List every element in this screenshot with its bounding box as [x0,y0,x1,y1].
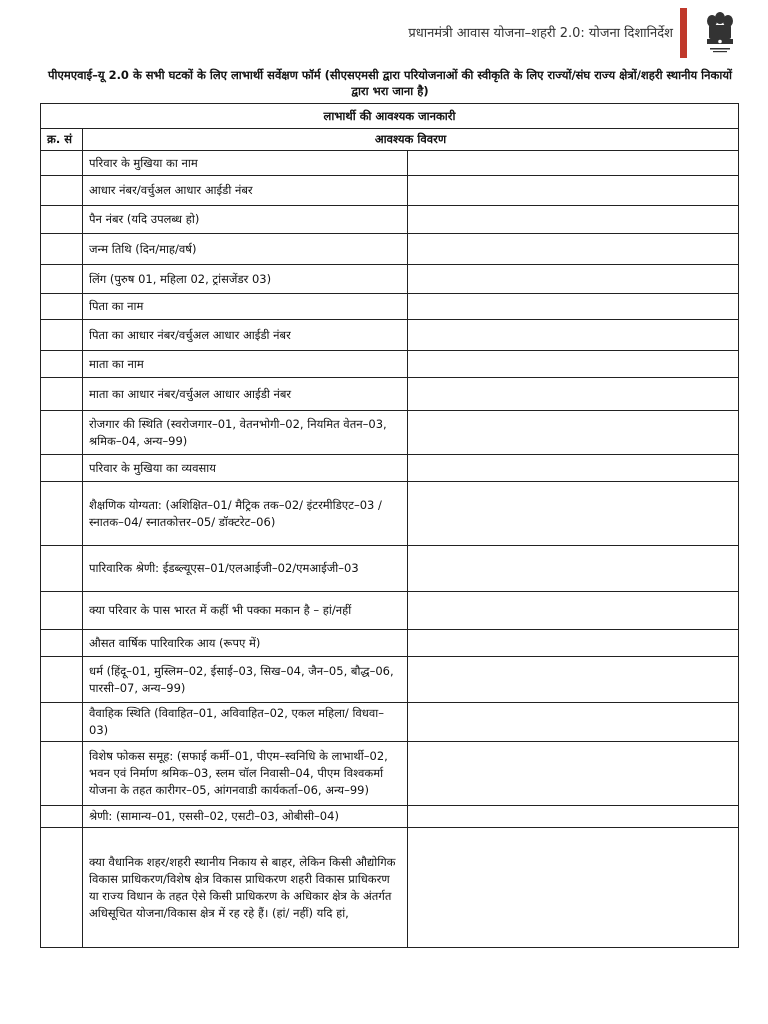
form-row [41,455,739,482]
section-title: लाभार्थी की आवश्यक जानकारी [41,104,739,129]
field-value-cell[interactable] [408,703,739,742]
field-label: माता का आधार नंबर/वर्चुअल आधार आईडी नंबर [83,378,408,411]
form-row [41,592,739,630]
field-label: रोजगार की स्थिति (स्वरोजगार–01, वेतनभोगी–02, नियमित वेतन–03, श्रमिक–04, अन्य–99) [83,411,408,455]
form-row [41,320,739,351]
field-value-cell[interactable] [408,546,739,592]
field-label: पिता का आधार नंबर/वर्चुअल आधार आईडी नंबर [83,320,408,351]
form-row [41,234,739,265]
field-value-cell[interactable] [408,657,739,703]
field-value-cell[interactable] [408,828,739,948]
serial-number-cell [41,592,83,630]
serial-number-cell [41,411,83,455]
form-row [41,151,739,176]
form-row [41,703,739,742]
field-label: परिवार के मुखिया का व्यवसाय [83,455,408,482]
serial-number-cell [41,742,83,806]
column-header-row [41,129,739,151]
serial-number-cell [41,828,83,948]
serial-number-cell [41,546,83,592]
field-value-cell[interactable] [408,806,739,828]
serial-number-cell [41,455,83,482]
form-row [41,742,739,806]
field-value-cell[interactable] [408,378,739,411]
serial-number-cell [41,320,83,351]
field-label: परिवार के मुखिया का नाम [83,151,408,176]
serial-number-cell [41,630,83,657]
serial-number-cell [41,378,83,411]
field-value-cell[interactable] [408,351,739,378]
field-value-cell[interactable] [408,320,739,351]
form-row [41,482,739,546]
form-row [41,351,739,378]
form-title: पीएमएवाई–यू 2.0 के सभी घटकों के लिए लाभार्थी सर्वेक्षण फॉर्म (सीएसएमसी द्वारा परियोजनाओं की स्वीकृति के लिए राज्यों/संघ राज्य क्षेत्रों/शहरी स्थानीय निकायों द्वारा भरा जाना है) [48,68,732,98]
form-row [41,546,739,592]
field-value-cell[interactable] [408,742,739,806]
field-label: श्रेणी: (सामान्य–01, एससी–02, एसटी–03, ओबीसी–04) [83,806,408,828]
field-label: पारिवारिक श्रेणी: ईडब्ल्यूएस–01/एलआईजी–02/एमआईजी–03 [83,546,408,592]
serial-number-cell [41,657,83,703]
section-header-row [41,104,739,129]
field-value-cell[interactable] [408,294,739,320]
required-details-header: आवश्यक विवरण [83,129,739,151]
form-row [41,294,739,320]
form-row [41,828,739,948]
serial-number-cell [41,806,83,828]
field-value-cell[interactable] [408,455,739,482]
form-row [41,378,739,411]
form-row [41,206,739,234]
national-emblem-icon [700,8,740,58]
field-value-cell[interactable] [408,411,739,455]
form-row [41,265,739,294]
field-value-cell[interactable] [408,592,739,630]
serial-number-cell [41,234,83,265]
form-row [41,657,739,703]
serial-number-cell [41,482,83,546]
field-value-cell[interactable] [408,206,739,234]
form-row [41,176,739,206]
field-value-cell[interactable] [408,630,739,657]
field-label: पैन नंबर (यदि उपलब्ध हो) [83,206,408,234]
field-label: क्या वैधानिक शहर/शहरी स्थानीय निकाय से बाहर, लेकिन किसी औद्योगिक विकास प्राधिकरण/विशेष क्षेत्र विकास प्राधिकरण शहरी विकास प्राधिकरण या राज्य विधान के तहत ऐसे किसी प्राधिकरण के अधिकार क्षेत्र के अंतर्गत अधिसूचित योजना/विकास क्षेत्र में रह रहे हैं। (हां/ नहीं) यदि हां, [83,828,408,948]
form-row [41,630,739,657]
field-value-cell[interactable] [408,265,739,294]
field-label: क्या परिवार के पास भारत में कहीं भी पक्का मकान है – हां/नहीं [83,592,408,630]
serial-number-cell [41,703,83,742]
field-label: विशेष फोकस समूह: (सफाई कर्मी–01, पीएम–स्वनिधि के लाभार्थी–02, भवन एवं निर्माण श्रमिक–03, स्लम चॉल निवासी–04, पीएम विश्वकर्मा योजना के तहत कारीगर–05, आंगनवाडी कार्यकर्ता–06, अन्य–99) [83,742,408,806]
serial-number-cell [41,294,83,320]
field-label: शैक्षणिक योग्यता: (अशिक्षित–01/ मैट्रिक तक–02/ इंटरमीडिएट–03 /स्नातक–04/ स्नातकोत्तर–05/ डॉक्टरेट–06) [83,482,408,546]
field-value-cell[interactable] [408,176,739,206]
field-label: धर्म (हिंदू–01, मुस्लिम–02, ईसाई–03, सिख–04, जैन–05, बौद्ध–06, पारसी–07, अन्य–99) [83,657,408,703]
serial-number-header: क्र. सं [41,129,83,151]
field-value-cell[interactable] [408,151,739,176]
form-row [41,806,739,828]
header-accent-bar [680,8,687,58]
field-label: लिंग (पुरुष 01, महिला 02, ट्रांसजेंडर 03) [83,265,408,294]
field-value-cell[interactable] [408,482,739,546]
field-label: पिता का नाम [83,294,408,320]
serial-number-cell [41,151,83,176]
document-header-title: प्रधानमंत्री आवास योजना–शहरी 2.0: योजना दिशानिर्देश [408,26,673,41]
serial-number-cell [41,176,83,206]
field-label: आधार नंबर/वर्चुअल आधार आईडी नंबर [83,176,408,206]
field-value-cell[interactable] [408,234,739,265]
beneficiary-survey-table [40,103,739,948]
field-label: औसत वार्षिक पारिवारिक आय (रूपए में) [83,630,408,657]
field-label: माता का नाम [83,351,408,378]
serial-number-cell [41,351,83,378]
serial-number-cell [41,206,83,234]
field-label: जन्म तिथि (दिन/माह/वर्ष) [83,234,408,265]
field-label: वैवाहिक स्थिति (विवाहित–01, अविवाहित–02, एकल महिला/ विधवा–03) [83,703,408,742]
serial-number-cell [41,265,83,294]
form-row [41,411,739,455]
